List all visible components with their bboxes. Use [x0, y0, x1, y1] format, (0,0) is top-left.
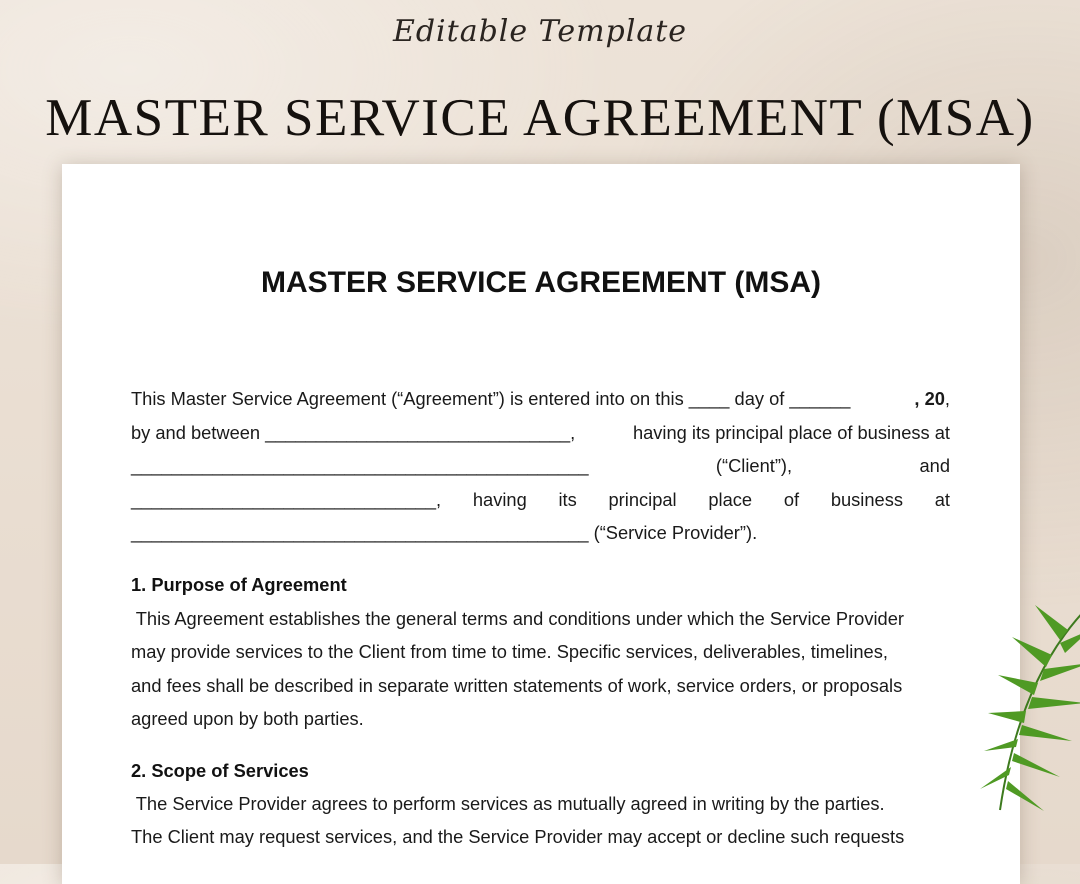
intro-word: place	[708, 489, 753, 510]
document-title: MASTER SERVICE AGREEMENT (MSA)	[260, 266, 822, 299]
section-1-line	[131, 608, 950, 630]
intro-line-1-end	[914, 388, 950, 410]
intro-line-3	[131, 455, 950, 477]
intro-word: having	[472, 489, 527, 510]
intro-line-1-text: This Master Service Agreement (“Agreement”) is entered into on this ____ day of ______	[131, 388, 851, 409]
intro-client-label: (“Client”),	[715, 455, 793, 476]
palm-leaf-icon	[940, 585, 1080, 815]
section-1-heading: 1. Purpose of Agreement	[131, 574, 347, 595]
section-1-line: may provide services to the Client from time to time. Specific services, deliverables, timelines,	[131, 641, 888, 662]
section-2-heading: 2. Scope of Services	[131, 760, 309, 781]
intro-line-4	[131, 489, 950, 511]
intro-line-2-end: having its principal place of business at	[632, 422, 950, 443]
intro-line-4-blank: ______________________________,	[131, 489, 442, 510]
section-1-line-text: This Agreement establishes the general terms and conditions under which the Service Provider	[131, 608, 904, 629]
intro-line-1	[131, 388, 950, 410]
intro-word: principal	[608, 489, 677, 510]
section-2-line: The Client may request services, and the Service Provider may accept or decline such requests	[131, 826, 905, 847]
intro-line-5: _____________________________________________ (“Service Provider”).	[131, 522, 758, 543]
intro-line-2	[131, 422, 950, 444]
banner-title: MASTER SERVICE AGREEMENT (MSA)	[45, 89, 1035, 147]
banner-script: Editable Template	[392, 14, 688, 49]
intro-line-2-text: by and between ______________________________,	[131, 422, 576, 443]
intro-word: business	[830, 489, 903, 510]
section-2-line: The Service Provider agrees to perform services as mutually agreed in writing by the parties.	[131, 793, 885, 814]
section-1-line: agreed upon by both parties.	[131, 708, 364, 729]
intro-and: and	[919, 455, 950, 476]
intro-word: at	[934, 489, 950, 510]
intro-year: , 20	[914, 388, 945, 409]
intro-word: of	[783, 489, 800, 510]
intro-comma: ,	[944, 388, 950, 409]
section-1-line: and fees shall be described in separate written statements of work, service orders, or proposals	[131, 675, 903, 696]
intro-line-3-blank: _____________________________________________	[131, 455, 589, 476]
intro-word: its	[558, 489, 577, 510]
